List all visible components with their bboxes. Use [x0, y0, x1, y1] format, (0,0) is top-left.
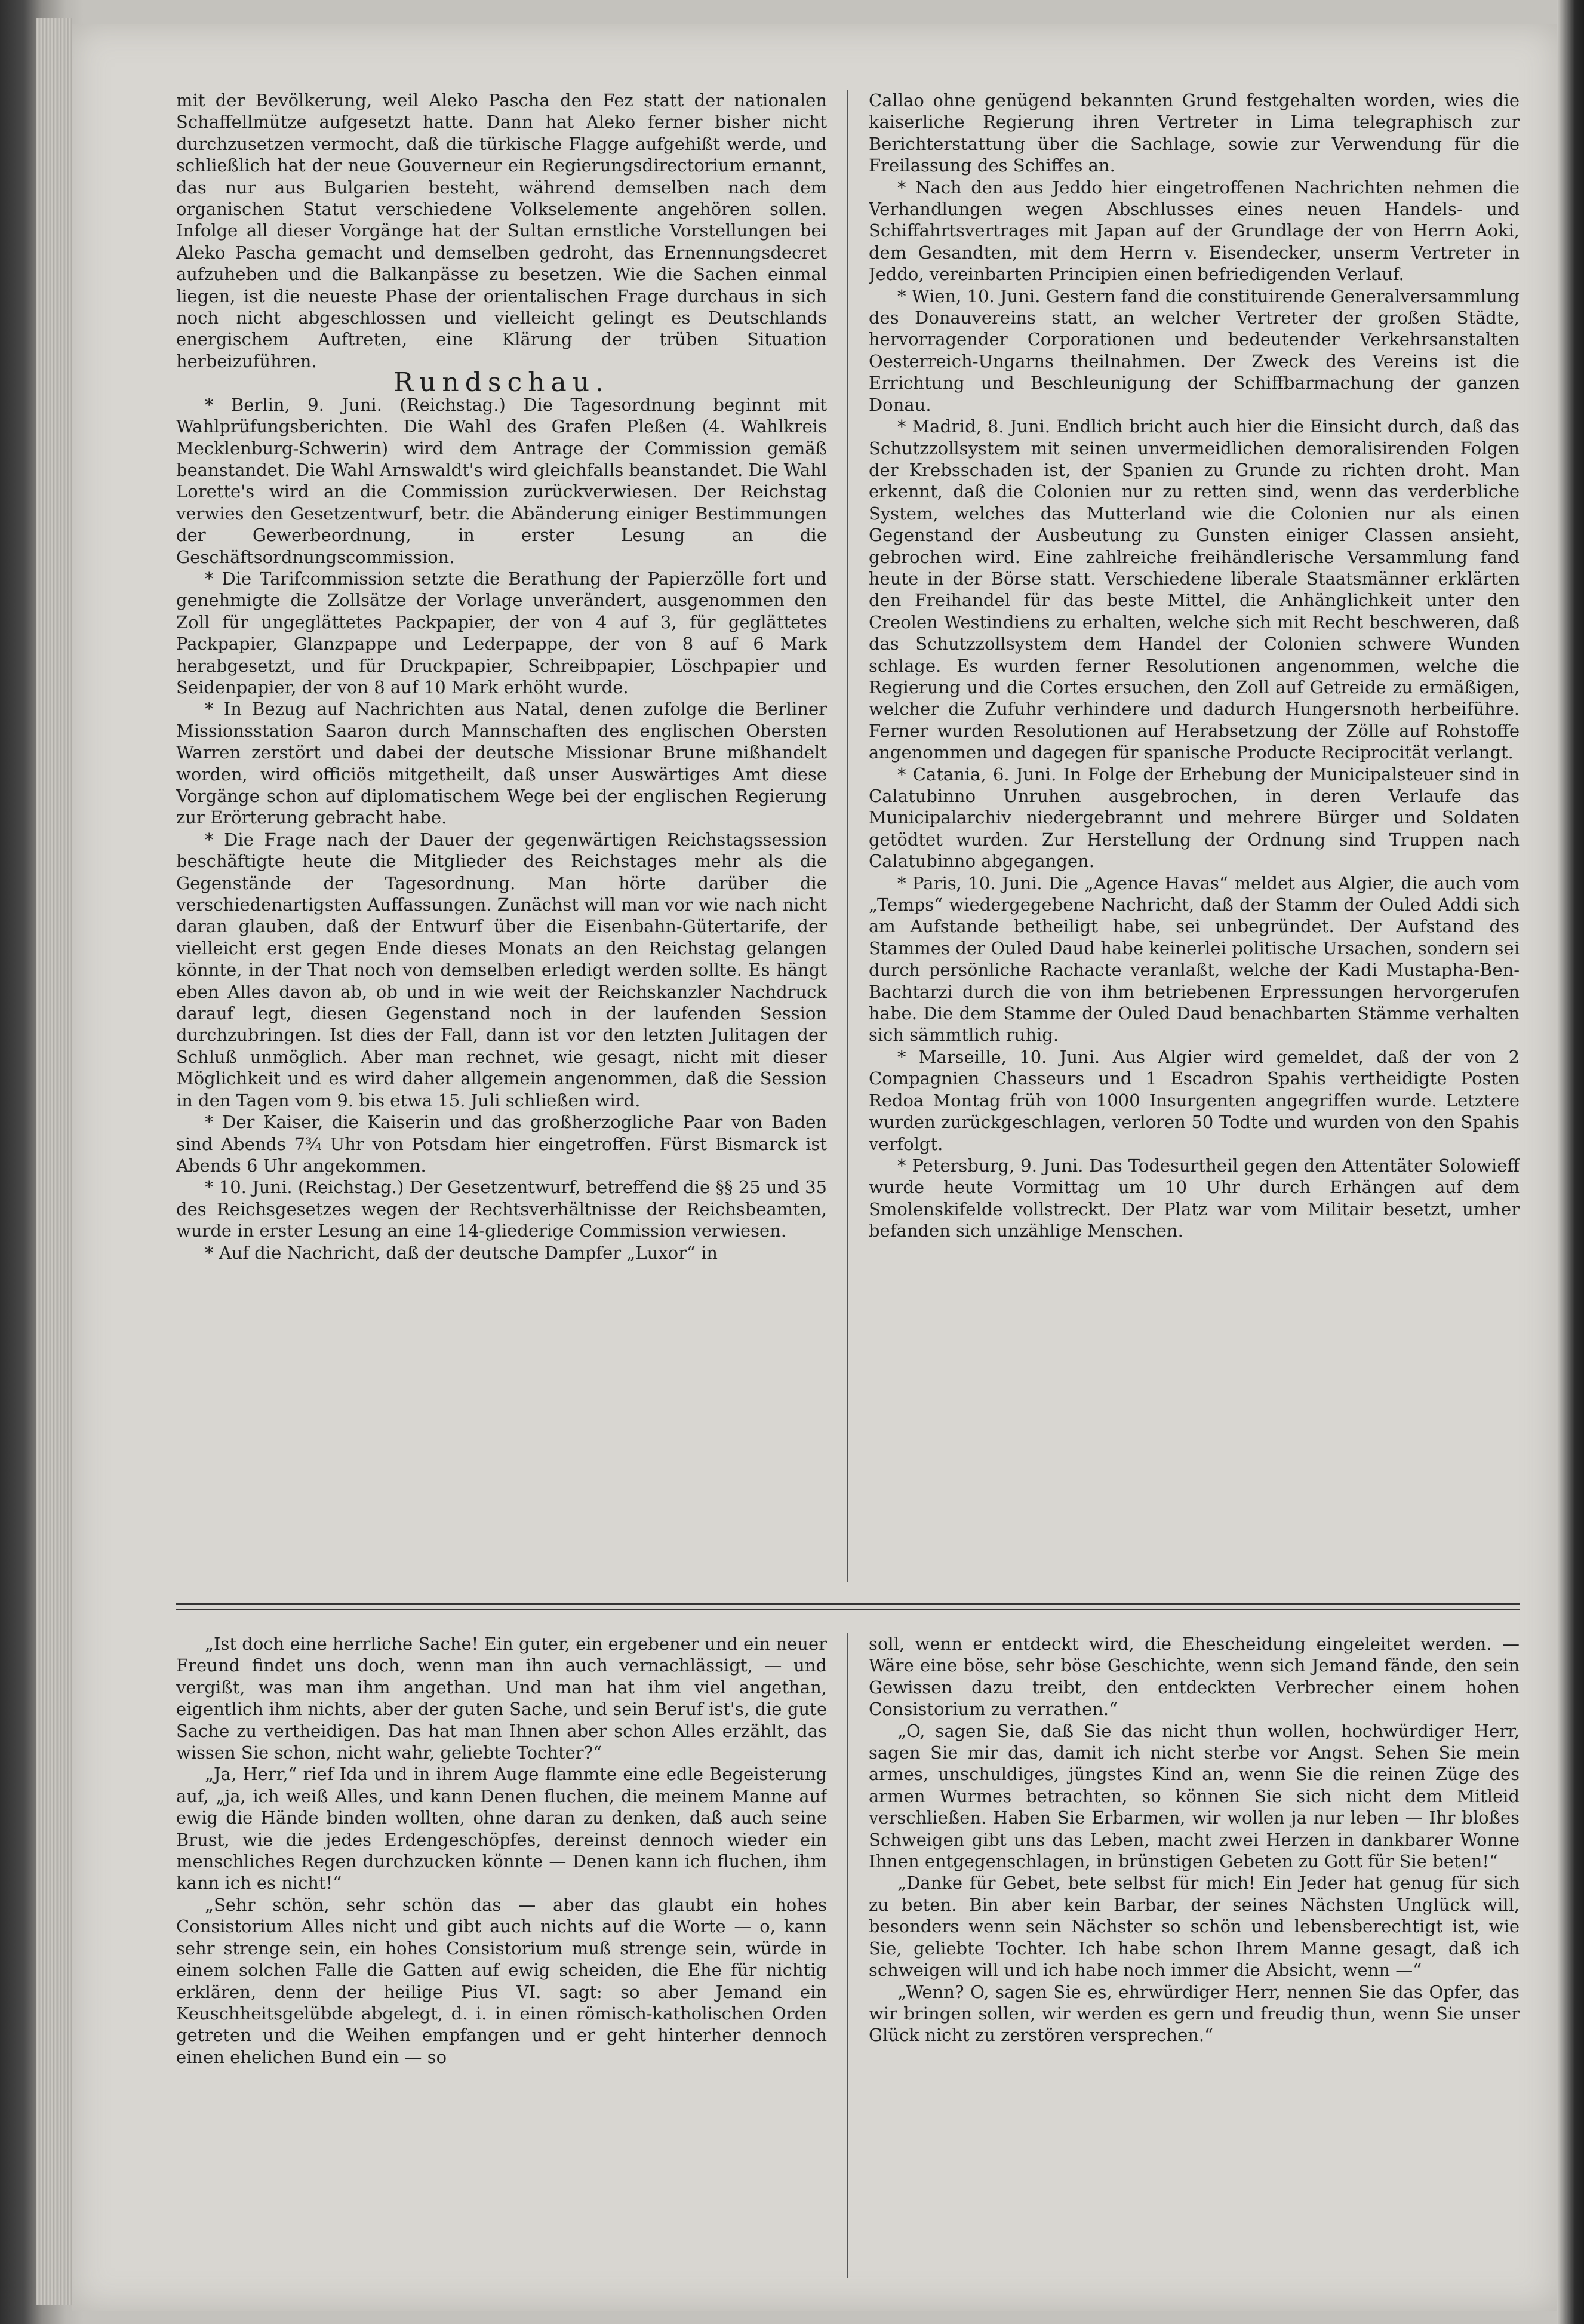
paragraph: * Catania, 6. Juni. In Folge der Erhebung der Municipalsteuer sind in Calatubinno Unruhen ausgebrochen, in deren Verlaufe das Municipalarchiv niedergebrannt und mehrere Bürger und Soldaten getödtet wurden. Zur Herstellung der Ordnung sind Truppen nach Calatubinno abgegangen. — [869, 764, 1520, 872]
column-top-right — [869, 90, 1520, 1582]
paragraph: soll, wenn er entdeckt wird, die Ehescheidung eingeleitet werden. — Wäre eine böse, sehr böse Geschichte, wenn sich Jemand fände, den sein Gewissen dazu treibt, den entdeckten Verbrecher einem hohen Consistorium zu verrathen.“ — [869, 1634, 1520, 1720]
paragraph: „Sehr schön, sehr schön das — aber das glaubt ein hohes Consistorium Alles nicht und gibt auch nichts auf die Worte — o, kann sehr strenge sein, ein hohes Consistorium muß strenge sein, würde in einem solchen Falle die Gatten auf ewig scheiden, die Ehe für nichtig erklären, denn der heilige Pius VI. sagt: so aber Jemand ein Keuschheitsgelübde abgelegt, d. i. in einen römisch-katholischen Orden getreten und die Weihen empfangen und er geht hinterher dennoch einen ehelichen Bund ein — so — [176, 1894, 827, 2067]
column-bottom-right — [869, 1633, 1520, 2278]
feuilleton-divider — [176, 1603, 1520, 1610]
paragraph: * In Bezug auf Nachrichten aus Natal, denen zufolge die Berliner Missionsstation Saaron durch Mannschaften des englischen Obersten Warren zerstört und dabei der deutsche Missionar Brune mißhandelt worden, wird officiös mitgetheilt, daß unser Auswärtiges Amt diese Vorgänge schon auf diplomatischem Wege bei der englischen Regierung zur Erörterung gebracht habe. — [176, 699, 827, 828]
column-divider-top — [847, 90, 848, 1582]
column-bottom-left — [176, 1633, 827, 2278]
paragraph: „Danke für Gebet, bete selbst für mich! Ein Jeder hat genug für sich zu beten. Bin aber kein Barbar, der seines Nächsten Unglück will, besonders wenn sein Nächster so schön und lebensberechtigt ist, wie Sie, geliebte Tochter. Ich habe schon Ihrem Manne gesagt, daß ich schweigen will und ich habe noch immer die Absicht, wenn —“ — [869, 1873, 1520, 1981]
paragraph: „O, sagen Sie, daß Sie das nicht thun wollen, hochwürdiger Herr, sagen Sie mir das, damit ich nicht sterbe vor Angst. Sehen Sie mein armes, unschuldiges, jüngstes Kind an, wenn Sie die reinen Züge des armen Wurmes betrachten, so können Sie sich nicht dem Mitleid verschließen. Haben Sie Erbarmen, wir wollen ja nur leben — Ihr bloßes Schweigen gibt uns das Leben, macht zwei Herzen in dankbarer Wonne Ihnen entgegenschlagen, in brünstigen Gebeten zu Gott für Sie beten!“ — [869, 1720, 1520, 1872]
paragraph: * Die Tarifcommission setzte die Berathung der Papierzölle fort und genehmigte die Zollsätze der Vorlage unverändert, ausgenommen den Zoll für ungeglättetes Packpapier, der von 4 auf 3, für geglättetes Packpapier, Glanzpappe und Lederpappe, der von 8 auf 6 Mark herabgesetzt, und für Druckpapier, Schreibpapier, Löschpapier und Seidenpapier, der von 8 auf 10 Mark erhöht wurde. — [176, 568, 827, 697]
paragraph: * Der Kaiser, die Kaiserin und das großherzogliche Paar von Baden sind Abends 7¾ Uhr von Potsdam hier eingetroffen. Fürst Bismarck ist Abends 6 Uhr angekommen. — [176, 1112, 827, 1176]
paragraph: * Madrid, 8. Juni. Endlich bricht auch hier die Einsicht durch, daß das Schutzzollsystem mit seinen unvermeidlichen demoralisirenden Folgen der Krebsschaden ist, der Spanien zu Grunde zu richten droht. Man erkennt, daß die Colonien nur zu retten sind, wenn das verderbliche System, welches das Mutterland wie die Colonien nur als einen Gegenstand der Ausbeutung zu Gunsten einiger Classen ansieht, gebrochen wird. Eine zahlreiche freihändlerische Versammlung fand heute in der Börse statt. Verschiedene liberale Staatsmänner erklärten den Freihandel für das beste Mittel, die Anhänglichkeit unter den Creolen Westindiens zu erhalten, welche sich mit Recht beschweren, daß das Schutzzollsystem dem Handel der Colonien schwere Wunden schlage. Es wurden ferner Resolutionen angenommen, welche die Regierung und die Cortes ersuchen, den Zoll auf Getreide zu ermäßigen, welcher die Zufuhr verhindere und dadurch Hungersnoth herbeiführe. Ferner wurden Resolutionen auf Herabsetzung der Zölle auf Rohstoffe angenommen und dagegen für spanische Producte Reciprocität verlangt. — [869, 416, 1520, 763]
paragraph: * Paris, 10. Juni. Die „Agence Havas“ meldet aus Algier, die auch vom „Temps“ wiedergegebene Nachricht, daß der Stamm der Ouled Addi sich am Aufstande betheiligt habe, sei unbegründet. Der Aufstand des Stammes der Ouled Daud habe keinerlei politische Ursachen, sondern sei durch persönliche Rachacte veranlaßt, welche der Kadi Mustapha-Ben-Bachtarzi durch die von ihm betriebenen Erpressungen hervorgerufen habe. Die dem Stamme der Ouled Daud benachbarten Stämme verhalten sich sämmtlich ruhig. — [869, 872, 1520, 1046]
right-scan-border — [1557, 0, 1584, 2324]
paragraph: mit der Bevölkerung, weil Aleko Pascha den Fez statt der nationalen Schaffellmütze aufgesetzt hatte. Dann hat Aleko ferner bisher nicht durchzusetzen vermocht, daß die türkische Flagge aufgehißt werde, und schließlich hat der neue Gouverneur ein Regierungsdirectorium ernannt, das nur aus Bulgarien besteht, während demselben nach dem organischen Statut verschiedene Volkselemente angehören sollen. Infolge all dieser Vorgänge hat der Sultan ernstliche Vorstellungen bei Aleko Pascha gemacht und demselben gedroht, das Ernennungsdecret aufzuheben und die Balkanpässe zu besetzen. Wie die Sachen einmal liegen, ist die neueste Phase der orientalischen Frage durchaus in sich noch nicht abgeschlossen und vielleicht gelingt es Deutschlands energischem Auftreten, eine Klärung der trüben Situation herbeizuführen. — [176, 90, 827, 371]
page-stack-edge — [36, 18, 72, 2305]
paragraph: Callao ohne genügend bekannten Grund festgehalten worden, wies die kaiserliche Regierung ihren Vertreter in Lima telegraphisch zur Berichterstattung über die Sachlage, sowie zur Verwendung für die Freilassung des Schiffes an. — [869, 90, 1520, 176]
column-top-left — [176, 90, 827, 1582]
paragraph: * Die Frage nach der Dauer der gegenwärtigen Reichstagssession beschäftigte heute die Mitglieder des Reichstages mehr als die Gegenstände der Tagesordnung. Man hörte darüber die verschiedenartigsten Auffassungen. Zunächst will man vor wie nach nicht daran glauben, daß der Entwurf über die Eisenbahn-Gütertarife, der vielleicht erst gegen Ende dieses Monats an den Reichstag gelangen könnte, in der That noch von demselben erledigt werden sollte. Es hängt eben Alles davon ab, ob und in wie weit der Reichskanzler Nachdruck darauf legt, diesen Gegenstand noch in der laufenden Session durchzubringen. Ist dies der Fall, dann ist vor den letzten Julitagen der Schluß unmöglich. Aber man rechnet, wie gesagt, nicht mit dieser Möglichkeit und es wird daher allgemein angenommen, daß die Session in den Tagen vom 9. bis etwa 15. Juli schließen wird. — [176, 829, 827, 1111]
paragraph: „Wenn? O, sagen Sie es, ehrwürdiger Herr, nennen Sie das Opfer, das wir bringen sollen, wir werden es gern und freudig thun, wenn Sie unser Glück nicht zu zerstören versprechen.“ — [869, 1981, 1520, 2046]
column-divider-bottom — [847, 1633, 848, 2278]
paragraph: * 10. Juni. (Reichstag.) Der Gesetzentwurf, betreffend die §§ 25 und 35 des Reichsgesetzes wegen der Rechtsverhältnisse der Reichsbeamten, wurde in erster Lesung an eine 14-gliederige Commission verwiesen. — [176, 1177, 827, 1241]
paragraph: * Berlin, 9. Juni. (Reichstag.) Die Tagesordnung beginnt mit Wahlprüfungsberichten. Die Wahl des Grafen Pleßen (4. Wahlkreis Mecklenburg-Schwerin) wird dem Antrage der Commission gemäß beanstandet. Die Wahl Arnswaldt's wird gleichfalls beanstandet. Die Wahl Lorette's wird an die Commission zurückverwiesen. Der Reichstag verwies den Gesetzentwurf, betr. die Abänderung einiger Bestimmungen der Gewerbeordnung, in erster Lesung an die Geschäftsordnungscommission. — [176, 394, 827, 567]
paragraph: „Ja, Herr,“ rief Ida und in ihrem Auge flammte eine edle Begeisterung auf, „ja, ich weiß Alles, und kann Denen fluchen, die meinem Manne auf ewig die Hände binden wollten, ohne daran zu denken, daß auch seine Brust, wie die jedes Erdengeschöpfes, dereinst dennoch wieder ein menschliches Regen durchzucken könnte — Denen kann ich fluchen, ihm kann ich es nicht!“ — [176, 1764, 827, 1893]
paragraph: * Nach den aus Jeddo hier eingetroffenen Nachrichten nehmen die Verhandlungen wegen Abschlusses eines neuen Handels- und Schiffahrtsvertrages mit Japan auf der Grundlage der von Herrn Aoki, dem Gesandten, mit dem Herrn v. Eisendecker, unserm Vertreter in Jeddo, vereinbarten Principien einen befriedigenden Verlauf. — [869, 177, 1520, 285]
section-heading-rundschau: Rundschau. — [393, 367, 610, 398]
paragraph: „Ist doch eine herrliche Sache! Ein guter, ein ergebener und ein neuer Freund findet uns doch, wenn man ihn auch vernachlässigt, — und vergißt, was man ihm angethan. Und man hat ihm viel angethan, eigentlich ihm nichts, aber der guten Sache, und sein Beruf ist's, die gute Sache zu vertheidigen. Das hat man Ihnen aber schon Alles erzählt, das wissen Sie schon, nicht wahr, geliebte Tochter?“ — [176, 1634, 827, 1763]
paragraph: * Marseille, 10. Juni. Aus Algier wird gemeldet, daß der von 2 Compagnien Chasseurs und 1 Escadron Spahis vertheidigte Posten Redoa Montag früh von 1000 Insurgenten angegriffen wurde. Letztere wurden zurückgeschlagen, verloren 50 Todte und wurden von den Spahis verfolgt. — [869, 1046, 1520, 1154]
paragraph: * Auf die Nachricht, daß der deutsche Dampfer „Luxor“ in — [205, 1242, 718, 1263]
paragraph: * Petersburg, 9. Juni. Das Todesurtheil gegen den Attentäter Solowieff wurde heute Vormittag um 10 Uhr durch Erhängen auf dem Smolenskifelde vollstreckt. Der Platz war vom Militair besetzt, umher befanden sich unzählige Menschen. — [869, 1155, 1520, 1241]
paragraph: * Wien, 10. Juni. Gestern fand die constituirende Generalversammlung des Donauvereins statt, an welcher Vertreter der großen Städte, hervorragender Corporationen und bedeutender Verkehrsanstalten Oesterreich-Ungarns theilnahmen. Der Zweck des Vereins ist die Errichtung und Beschleunigung der Schiffbarmachung der ganzen Donau. — [869, 285, 1520, 415]
